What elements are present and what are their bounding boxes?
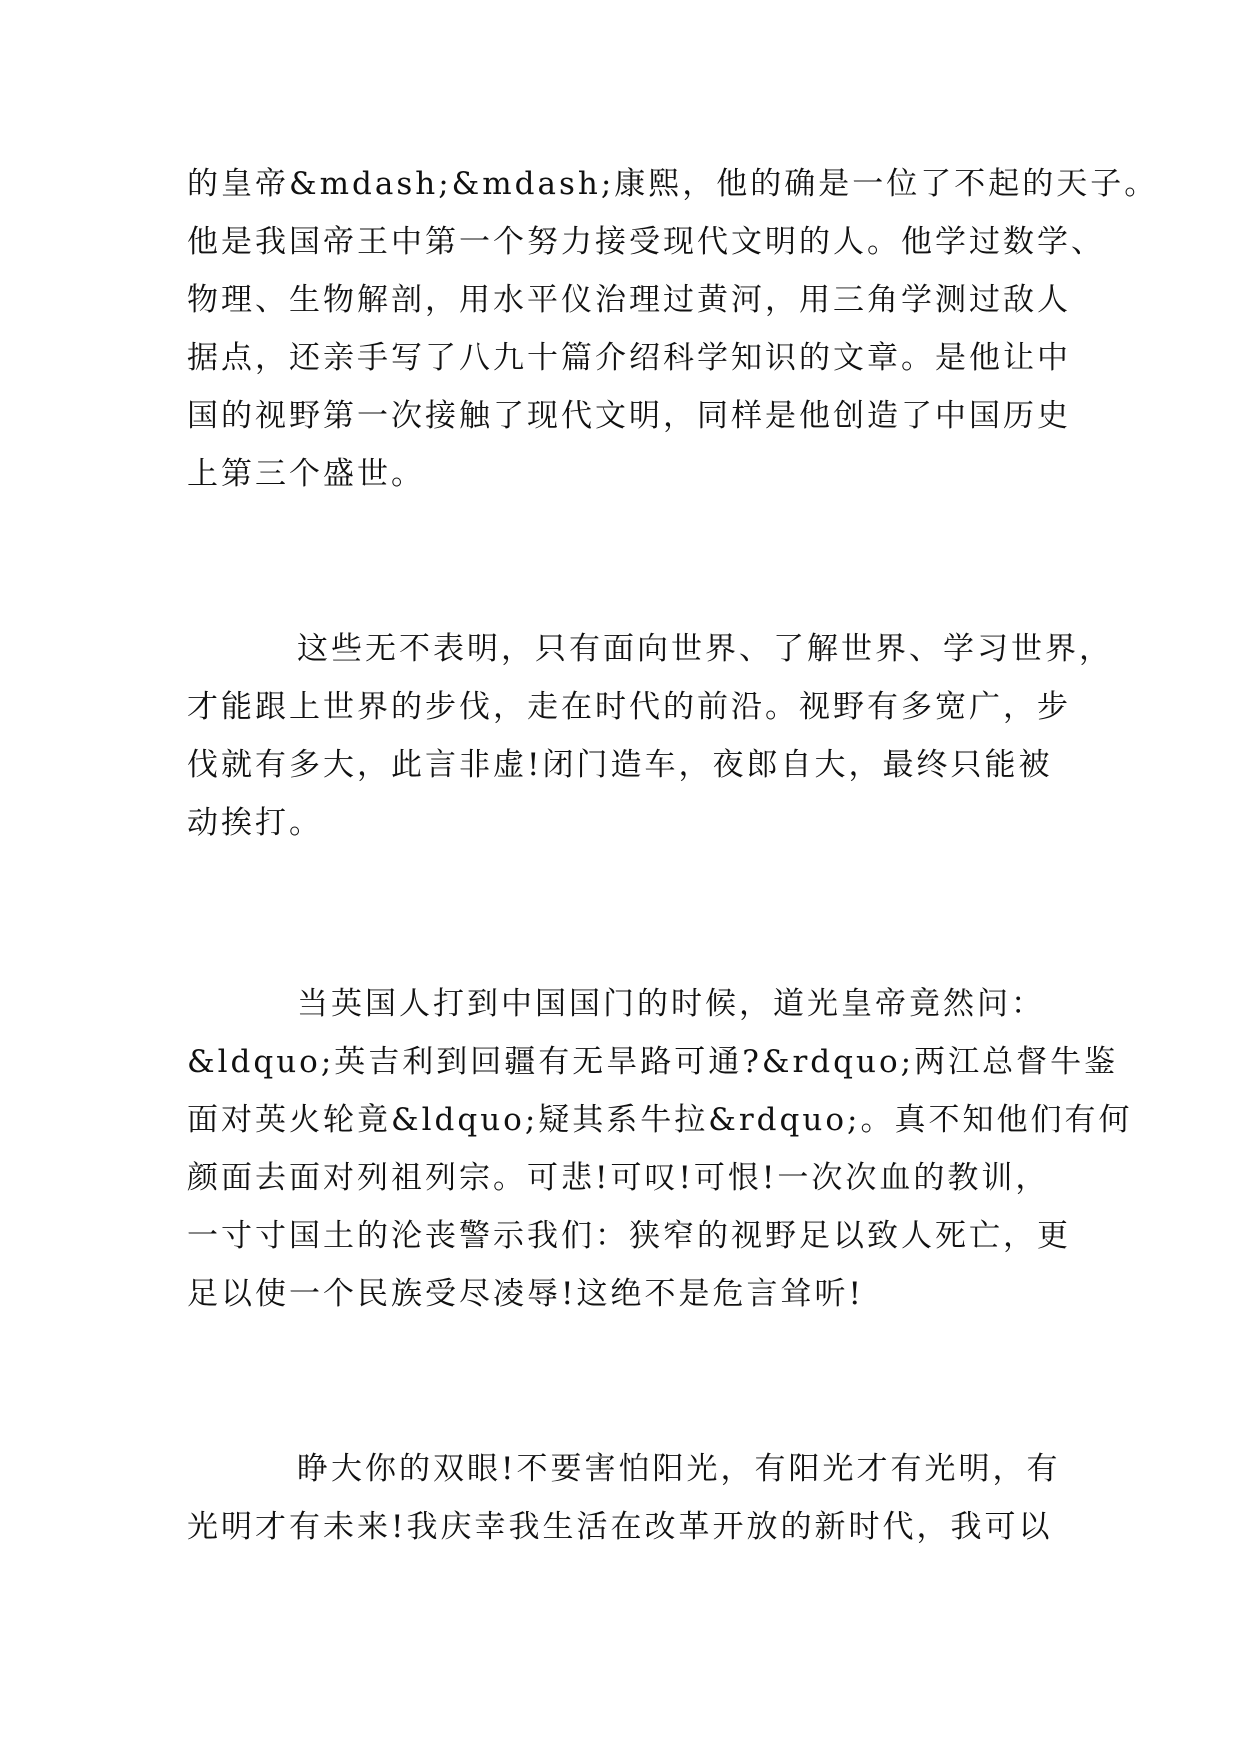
text-line: 的皇帝&mdash;&mdash;康熙，他的确是一位了不起的天子。	[187, 166, 1159, 202]
paragraph-open-eyes	[187, 1440, 1087, 1556]
text-line: &ldquo;英吉利到回疆有无旱路可通?&rdquo;两江总督牛鉴	[187, 1044, 1119, 1080]
text-line: 颜面去面对列祖列宗。可悲!可叹!可恨!一次次血的教训，	[187, 1160, 1050, 1196]
paragraph-open-to-world	[187, 620, 1113, 852]
text-line: 国的视野第一次接触了现代文明，同样是他创造了中国历史	[187, 398, 1071, 434]
text-line: 才能跟上世界的步伐，走在时代的前沿。视野有多宽广，步	[187, 689, 1071, 725]
text-line: 据点，还亲手写了八九十篇介绍科学知识的文章。是他让中	[187, 340, 1071, 376]
text-line: 这些无不表明，只有面向世界、了解世界、学习世界，	[297, 631, 1113, 667]
text-line: 伐就有多大，此言非虚!闭门造车，夜郎自大，最终只能被	[187, 747, 1053, 783]
text-line: 物理、生物解剖，用水平仪治理过黄河，用三角学测过敌人	[187, 282, 1071, 318]
text-line: 面对英火轮竟&ldquo;疑其系牛拉&rdquo;。真不知他们有何	[187, 1102, 1133, 1138]
text-line: 睁大你的双眼!不要害怕阳光，有阳光才有光明，有	[297, 1451, 1061, 1487]
text-line: 他是我国帝王中第一个努力接受现代文明的人。他学过数学、	[187, 224, 1105, 260]
text-line: 动挨打。	[187, 805, 323, 841]
paragraph-daoguang	[187, 975, 1133, 1323]
text-line: 光明才有未来!我庆幸我生活在改革开放的新时代，我可以	[187, 1509, 1053, 1545]
text-line: 足以使一个民族受尽凌辱!这绝不是危言耸听!	[187, 1276, 864, 1312]
text-line: 当英国人打到中国国门的时候，道光皇帝竟然问：	[297, 986, 1045, 1022]
text-line: 一寸寸国土的沦丧警示我们：狭窄的视野足以致人死亡，更	[187, 1218, 1071, 1254]
text-line: 上第三个盛世。	[187, 456, 425, 492]
paragraph-kangxi	[187, 155, 1159, 503]
